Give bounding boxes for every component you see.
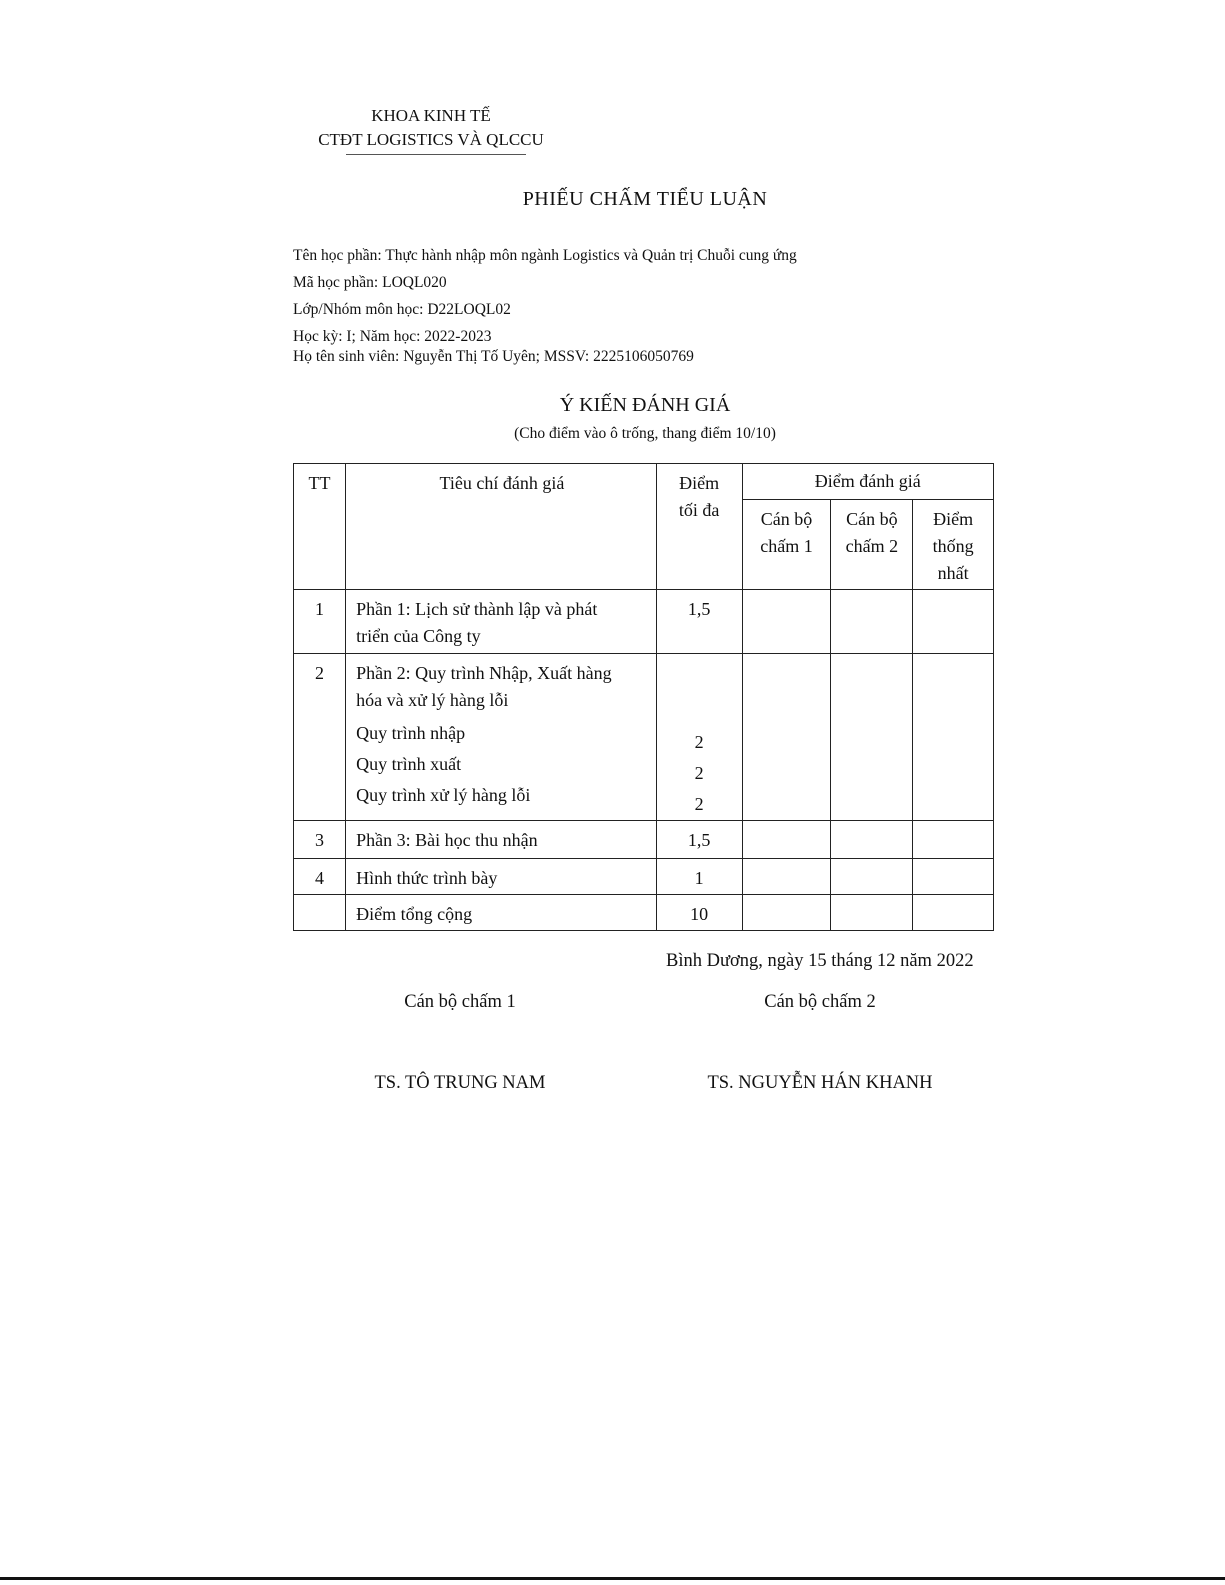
table-row — [294, 859, 994, 895]
header-grading: Điểm đánh giá — [742, 464, 993, 500]
agreed-score-cell[interactable] — [913, 859, 994, 895]
grader2-score-cell[interactable] — [831, 590, 913, 654]
row-criteria: Phần 2: Quy trình Nhập, Xuất hàng hóa và xử lý hàng lỗi Quy trình nhập Quy trình xuất Quy trình xử lý hàng lỗi — [346, 654, 657, 821]
row-max-score: 10 — [656, 895, 742, 931]
evaluation-title: Ý KIẾN ĐÁNH GIÁ — [559, 394, 731, 416]
row-max-score: 1,5 — [656, 821, 742, 859]
sub-criteria-defects: Quy trình xử lý hàng lỗi — [356, 785, 531, 805]
agreed-score-cell[interactable] — [913, 654, 994, 821]
place-date: Bình Dương, ngày 15 tháng 12 năm 2022 — [666, 951, 974, 971]
header-tt: TT — [294, 464, 346, 590]
sub-max-import: 2 — [694, 732, 704, 752]
row-max-score — [656, 654, 742, 821]
header-divider — [346, 154, 526, 155]
table-header-row — [294, 464, 994, 500]
class-group: Lớp/Nhóm môn học: D22LOQL02 — [293, 301, 511, 318]
semester: Học kỳ: I; Năm học: 2022-2023 — [293, 328, 492, 345]
grader2-score-cell[interactable] — [831, 654, 913, 821]
grader2-score-cell[interactable] — [831, 859, 913, 895]
table-row — [294, 821, 994, 859]
grader1-score-cell[interactable] — [742, 654, 831, 821]
agreed-score-cell[interactable] — [913, 821, 994, 859]
grader1-score-cell[interactable] — [742, 859, 831, 895]
grader2-name: TS. NGUYỄN HÁN KHANH — [707, 1073, 933, 1093]
sub-max-export: 2 — [694, 763, 704, 783]
grader2-score-cell[interactable] — [831, 821, 913, 859]
header-max-line1: Điểm — [679, 473, 720, 493]
row-criteria: Phần 1: Lịch sử thành lập và phát triển của Công ty — [346, 590, 657, 654]
program-name: CTĐT LOGISTICS VÀ QLCCU — [318, 130, 544, 149]
course-code: Mã học phần: LOQL020 — [293, 274, 447, 291]
sub-criteria-import: Quy trình nhập — [356, 723, 466, 743]
row-max-score: 1 — [656, 859, 742, 895]
table-row — [294, 590, 994, 654]
row-number: 2 — [294, 654, 346, 821]
sub-max-defects: 2 — [694, 794, 704, 814]
row-criteria: Hình thức trình bày — [346, 859, 657, 895]
page-title: PHIẾU CHẤM TIỂU LUẬN — [522, 188, 768, 210]
grader1-score-cell[interactable] — [742, 590, 831, 654]
sub-criteria-export: Quy trình xuất — [356, 754, 462, 774]
grader1-score-cell[interactable] — [742, 895, 831, 931]
row-number — [294, 895, 346, 931]
grader1-score-cell[interactable] — [742, 821, 831, 859]
course-name: Tên học phần: Thực hành nhập môn ngành Logistics và Quản trị Chuỗi cung ứng — [293, 247, 797, 264]
header-agreed: Điểm thống nhất — [913, 500, 994, 590]
faculty-name: KHOA KINH TẾ — [371, 106, 491, 125]
header-criteria: Tiêu chí đánh giá — [346, 464, 657, 590]
evaluation-subtitle: (Cho điểm vào ô trống, thang điểm 10/10) — [514, 425, 776, 442]
row-max-score: 1,5 — [656, 590, 742, 654]
header-grader2: Cán bộ chấm 2 — [831, 500, 913, 590]
header-max-score — [656, 464, 742, 590]
row-criteria: Phần 3: Bài học thu nhận — [346, 821, 657, 859]
grading-table — [293, 463, 994, 931]
header-grader1: Cán bộ chấm 1 — [742, 500, 831, 590]
row-number: 3 — [294, 821, 346, 859]
grader2-score-cell[interactable] — [831, 895, 913, 931]
agreed-score-cell[interactable] — [913, 895, 994, 931]
table-row — [294, 654, 994, 821]
row-criteria: Điểm tổng cộng — [346, 895, 657, 931]
grader1-title: Cán bộ chấm 1 — [404, 992, 516, 1012]
grader2-title: Cán bộ chấm 2 — [764, 992, 876, 1012]
table-total-row — [294, 895, 994, 931]
row-number: 1 — [294, 590, 346, 654]
grader1-name: TS. TÔ TRUNG NAM — [374, 1073, 546, 1093]
document-header — [296, 104, 566, 152]
agreed-score-cell[interactable] — [913, 590, 994, 654]
header-max-line2: tối đa — [678, 500, 720, 520]
page-bottom-border — [0, 1577, 1225, 1580]
student-info: Họ tên sinh viên: Nguyễn Thị Tố Uyên; MSSV: 2225106050769 — [293, 348, 694, 365]
row-number: 4 — [294, 859, 346, 895]
